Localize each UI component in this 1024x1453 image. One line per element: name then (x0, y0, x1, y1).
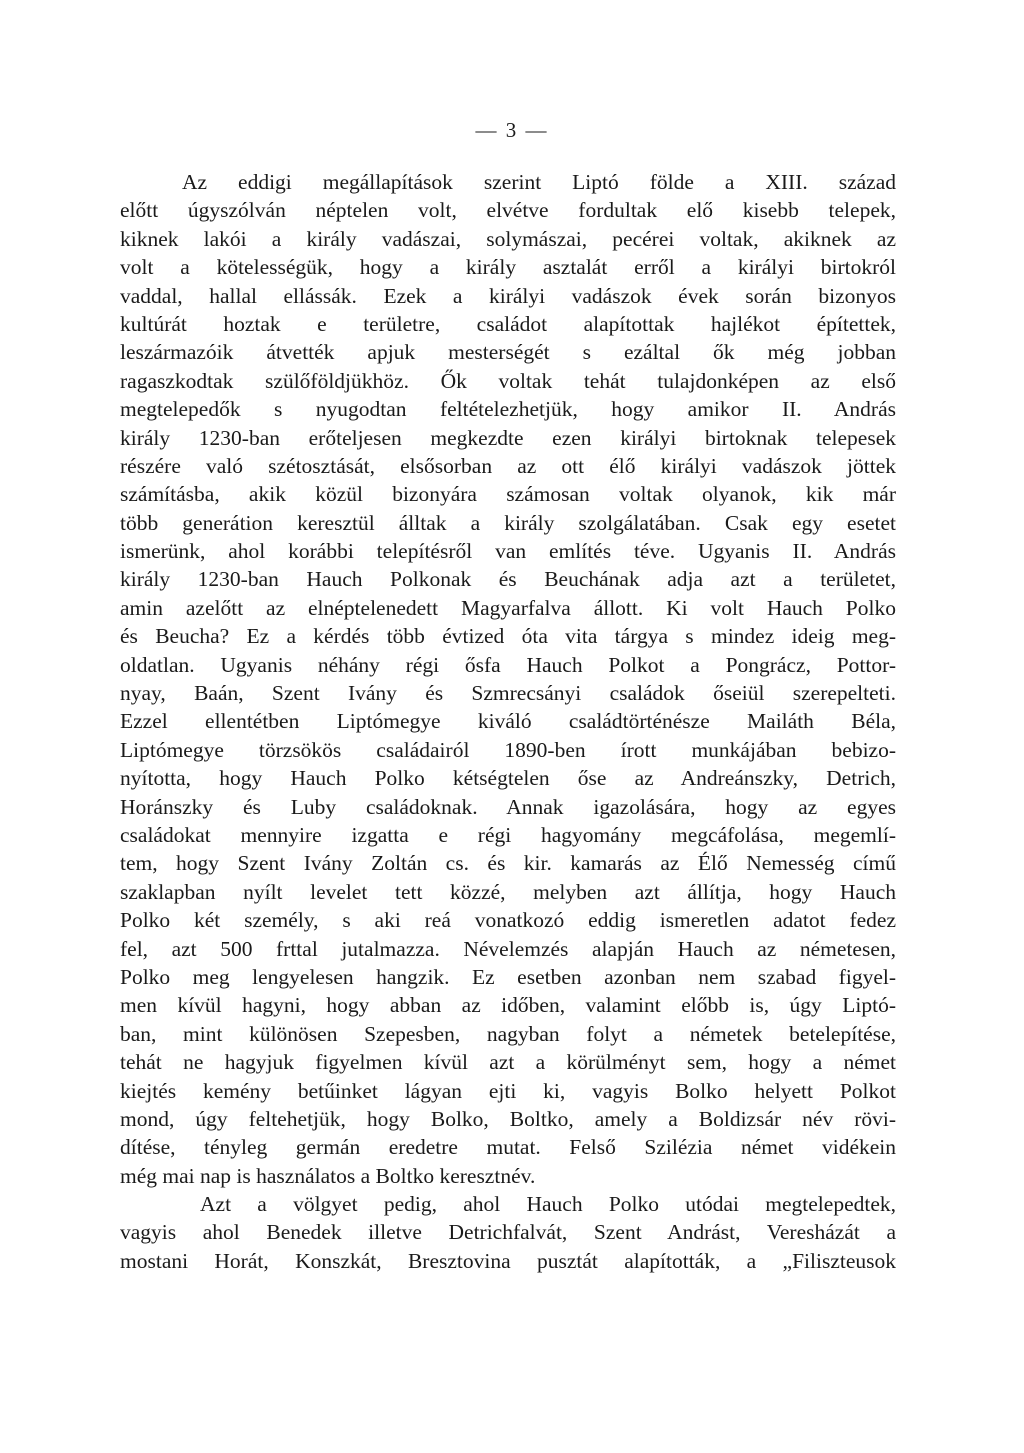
text-line: számításba, akik közül bizonyára számosan voltak olyanok, kik már (120, 482, 896, 507)
text-line: király 1230-ban erőteljesen megkezdte ezen királyi birtoknak telepesek (120, 425, 896, 450)
text-line: dítése, tényleg germán eredetre mutat. Felső Szilézia német vidékein (120, 1135, 896, 1160)
page-number: — 3 — (475, 118, 549, 142)
text-line: mostani Horát, Konszkát, Bresztovina pusztát alapították, a „Filiszteusok (120, 1248, 896, 1273)
text-line: ismerünk, ahol korábbi telepítésről van említés téve. Ugyanis II. András (120, 539, 896, 564)
text-line: men kívül hagyni, hogy abban az időben, valamint előbb is, úgy Liptó- (120, 993, 896, 1018)
text-line: fel, azt 500 frttal jutalmazza. Névelemzés alapján Hauch az németesen, (120, 936, 896, 961)
text-line: és Beucha? Ez a kérdés több évtized óta vita tárgya s mindez ideig meg- (120, 624, 896, 649)
text-line: tem, hogy Szent Ivány Zoltán cs. és kir. kamarás az Élő Nemesség című (120, 851, 896, 876)
text-line: vaddal, hallal ellássák. Ezek a királyi vadászok évek során bizonyos (120, 283, 896, 308)
text-line: megtelepedők s nyugodtan feltételezhetjük, hogy amikor II. András (120, 397, 896, 422)
text-line: több generátion keresztül álltak a király szolgálatában. Csak egy esetet (120, 510, 896, 535)
text-line: szaklapban nyílt levelet tett közzé, melyben azt állítja, hogy Hauch (120, 879, 896, 904)
text-line: nyította, hogy Hauch Polko kétségtelen őse az Andreánszky, Detrich, (120, 766, 896, 791)
text-line: nyay, Baán, Szent Ivány és Szmrecsányi családok őseiül szerepelteti. (120, 681, 896, 706)
text-line: családokat mennyire izgatta e régi hagyomány megcáfolása, megemlí- (120, 822, 896, 847)
paragraph-1 (120, 168, 896, 1190)
text-line: amin azelőtt az elnéptelenedett Magyarfalva állott. Ki volt Hauch Polko (120, 595, 896, 620)
text-line: volt a kötelességük, hogy a király asztalát erről a királyi birtokról (120, 255, 896, 280)
text-line: Polko két személy, s aki reá vonatkozó eddig ismeretlen adatot fedez (120, 908, 896, 933)
text-line: tehát ne hagyjuk figyelmen kívül azt a körülményt sem, hogy a német (120, 1050, 896, 1075)
text-line: mond, úgy feltehetjük, hogy Bolko, Boltko, amely a Boldizsár név rövi- (120, 1106, 896, 1131)
text-line: leszármazóik átvették apjuk mesterségét s ezáltal ők még jobban (120, 340, 896, 365)
text-line: kiejtés kemény betűinket lágyan ejti ki, vagyis Bolko helyett Polkot (120, 1078, 896, 1103)
text-line: oldatlan. Ugyanis néhány régi ősfa Hauch Polkot a Pongrácz, Pottor- (120, 652, 896, 677)
text-line: még mai nap is használatos a Boltko keresztnév. (120, 1163, 536, 1188)
text-line: király 1230-ban Hauch Polkonak és Beuchának adja azt a területet, (120, 567, 896, 592)
text-line: ban, mint különösen Szepesben, nagyban folyt a németek betelepítése, (120, 1021, 896, 1046)
text-line: Azt a völgyet pedig, ahol Hauch Polko utódai megtelepedtek, (200, 1192, 896, 1217)
text-line: ragaszkodtak szülőföldjükhöz. Ők voltak tehát tulajdonképen az első (120, 368, 896, 393)
paragraph-2 (120, 1190, 896, 1275)
body-text (120, 168, 896, 1275)
text-line: Az eddigi megállapítások szerint Liptó földe a XIII. század (182, 170, 896, 194)
text-line: Liptómegye törzsökös családairól 1890-ben írott munkájában bebizo- (120, 737, 896, 762)
text-line: Horánszky és Luby családoknak. Annak igazolására, hogy az egyes (120, 794, 896, 819)
text-line: előtt úgyszólván néptelen volt, elvétve fordultak elő kisebb telepek, (120, 198, 896, 223)
text-line: Ezzel ellentétben Liptómegye kiváló családtörténésze Mailáth Béla, (120, 709, 896, 734)
text-line: kultúrát hoztak e területre, családot alapítottak hajlékot építettek, (120, 311, 896, 336)
text-line: kiknek lakói a király vadászai, solymászai, pecérei voltak, akiknek az (120, 226, 896, 251)
text-line: részére való szétosztását, elsősorban az ott élő királyi vadászok jöttek (120, 453, 896, 478)
text-line: vagyis ahol Benedek illetve Detrichfalvát, Szent Andrást, Veresházát a (120, 1220, 896, 1245)
text-line: Polko meg lengyelesen hangzik. Ez esetben azonban nem szabad figyel- (120, 964, 896, 989)
